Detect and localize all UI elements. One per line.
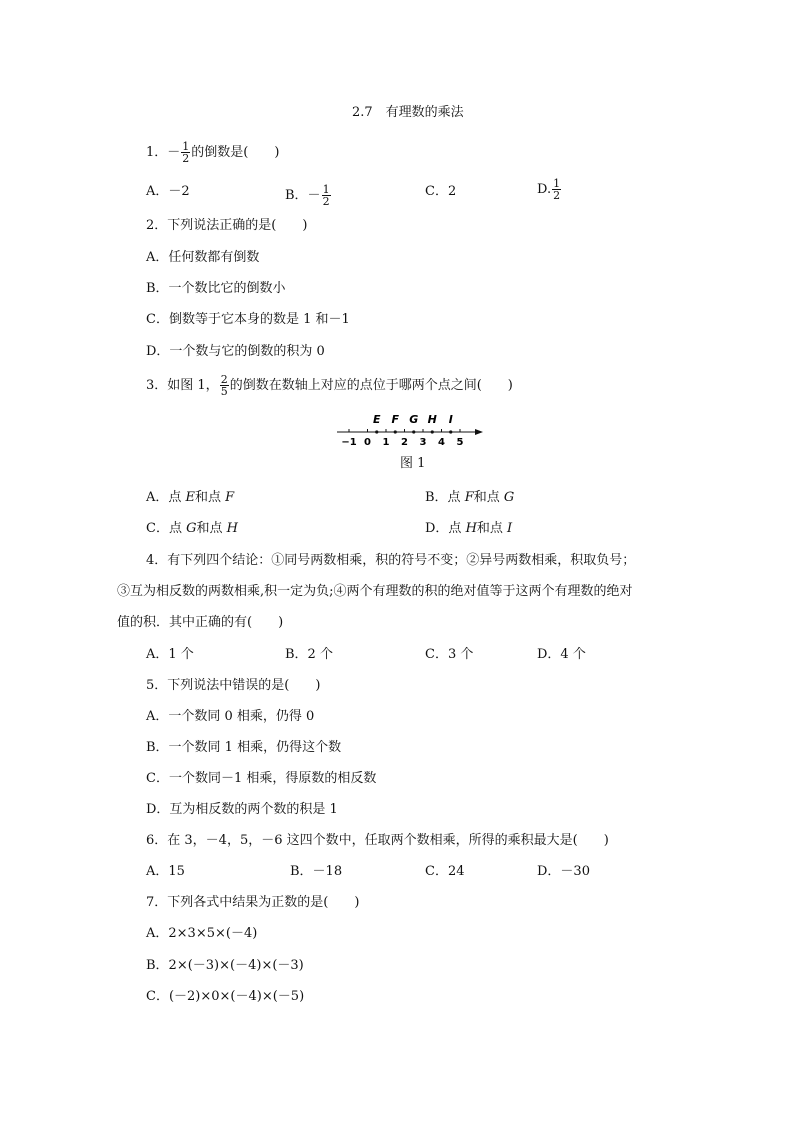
q2-option-b: B．一个数比它的倒数小 [146, 281, 286, 296]
q1-prefix: 1．－ [146, 145, 181, 160]
q3-a-mid: 和点 [195, 490, 226, 505]
q5-option-d: D．互为相反数的两个数的积是 1 [146, 802, 338, 817]
q7-option-b: B．2×(－3)×(－4)×(－3) [146, 958, 304, 973]
q3-option-c [146, 521, 238, 537]
figure-caption: 图 1 [400, 456, 426, 471]
page-title: 2.7 有理数的乘法 [352, 105, 464, 120]
q3-option-b [425, 490, 514, 506]
number-line-figure [335, 408, 495, 450]
q3-b-mid: 和点 [473, 490, 504, 505]
number-line-tick-label: 0 [364, 437, 371, 448]
q3-c-point1: G [186, 521, 197, 536]
q3-option-a [146, 490, 234, 506]
q6-option-a: A．15 [146, 864, 185, 879]
q6-option-b: B．－18 [290, 864, 343, 879]
q4-option-a: A．1 个 [146, 647, 194, 662]
q2-option-c: C．倒数等于它本身的数是 1 和－1 [146, 312, 350, 327]
q7-option-a: A．2×3×5×(－4) [146, 926, 258, 941]
q1-suffix: 的倒数是( ) [191, 145, 280, 160]
number-line-tick-label: 2 [401, 437, 408, 448]
q4-line-1: 4．有下列四个结论：①同号两数相乘，积的符号不变；②异号两数相乘，积取负号； [146, 553, 636, 568]
q3-d-pre: D．点 [425, 521, 466, 536]
q3-frac-num: 2 [220, 373, 228, 386]
number-line-point [449, 430, 452, 433]
q3-stem [146, 374, 513, 397]
q3-d-point2: I [507, 521, 513, 536]
q3-fraction [220, 374, 229, 397]
number-line-point-label: H [427, 413, 437, 426]
number-line-point-label: E [372, 413, 381, 426]
q3-c-pre: C．点 [146, 521, 187, 536]
q5-option-b: B．一个数同 1 相乘，仍得这个数 [146, 740, 342, 755]
number-line-tick-label: 1 [382, 437, 390, 448]
q2-option-d: D．一个数与它的倒数的积为 0 [146, 344, 325, 359]
q3-d-point1: H [465, 521, 477, 536]
q3-option-d [425, 521, 512, 537]
q3-suffix: 的倒数在数轴上对应的点位于哪两个点之间( ) [229, 378, 513, 393]
number-line-tick-label: 5 [456, 437, 464, 448]
q7-stem: 7．下列各式中结果为正数的是( ) [146, 895, 360, 910]
q1-option-c: C．2 [425, 184, 457, 199]
number-line-point [412, 430, 415, 433]
q5-stem: 5．下列说法中错误的是( ) [146, 678, 321, 693]
number-line-point-label: F [391, 413, 400, 426]
number-line-point [375, 430, 378, 433]
q5-option-a: A．一个数同 0 相乘，仍得 0 [146, 709, 315, 724]
q7-option-c: C．(－2)×0×(－4)×(－5) [146, 989, 305, 1004]
number-line-point [431, 430, 434, 433]
q1-b-den: 2 [322, 195, 330, 208]
q3-a-point1: E [185, 490, 196, 505]
number-line-arrow [475, 429, 483, 435]
q4-line-2: ③互为相反数的两数相乘,积一定为负;④两个有理数的积的绝对值等于这两个有理数的绝对 [117, 584, 633, 599]
q1-b-num: 1 [322, 183, 330, 196]
q3-b-pre: B．点 [425, 490, 465, 505]
q1-d-prefix: D. [537, 182, 552, 197]
q6-option-c: C．24 [425, 864, 465, 879]
q4-option-d: D．4 个 [537, 647, 586, 662]
q1-b-prefix: B．－ [285, 188, 321, 203]
q1-frac-den: 2 [182, 152, 190, 165]
q2-option-a: A．任何数都有倒数 [146, 250, 260, 265]
q2-stem: 2．下列说法正确的是( ) [146, 218, 308, 233]
q1-option-a: A．－2 [146, 184, 190, 199]
number-line-tick-label: −1 [341, 437, 357, 448]
q4-line-3: 值的积．其中正确的有( ) [117, 615, 284, 630]
number-line-point [394, 430, 397, 433]
q1-d-fraction [552, 178, 561, 201]
number-line-point-label: I [448, 413, 453, 426]
q3-a-pre: A．点 [146, 490, 186, 505]
q6-option-d: D．－30 [537, 864, 590, 879]
q3-b-point2: G [503, 490, 515, 505]
q1-fraction [181, 141, 190, 164]
number-line-tick-label: 4 [438, 437, 445, 448]
q4-option-b: B．2 个 [285, 647, 333, 662]
q3-frac-den: 5 [220, 385, 228, 398]
q1-option-b [285, 184, 332, 207]
q3-d-mid: 和点 [476, 521, 508, 536]
q3-prefix: 3．如图 1， [146, 378, 219, 393]
q1-d-den: 2 [553, 189, 561, 202]
number-line-point-label: G [409, 413, 419, 426]
number-line-tick-label: 3 [419, 437, 427, 448]
q5-option-c: C．一个数同－1 相乘，得原数的相反数 [146, 771, 377, 786]
q1-d-num: 1 [553, 177, 561, 190]
q3-b-point1: F [464, 490, 474, 505]
q4-option-c: C．3 个 [425, 647, 474, 662]
q1-b-fraction [322, 184, 331, 207]
q6-stem: 6．在 3，－4，5，－6 这四个数中，任取两个数相乘，所得的乘积最大是( ) [146, 833, 609, 848]
q1-frac-num: 1 [182, 140, 190, 153]
q1-stem [146, 141, 279, 164]
q3-a-point2: F [225, 490, 235, 505]
q1-option-d [537, 178, 562, 201]
q3-c-point2: H [226, 521, 238, 536]
q3-c-mid: 和点 [196, 521, 227, 536]
